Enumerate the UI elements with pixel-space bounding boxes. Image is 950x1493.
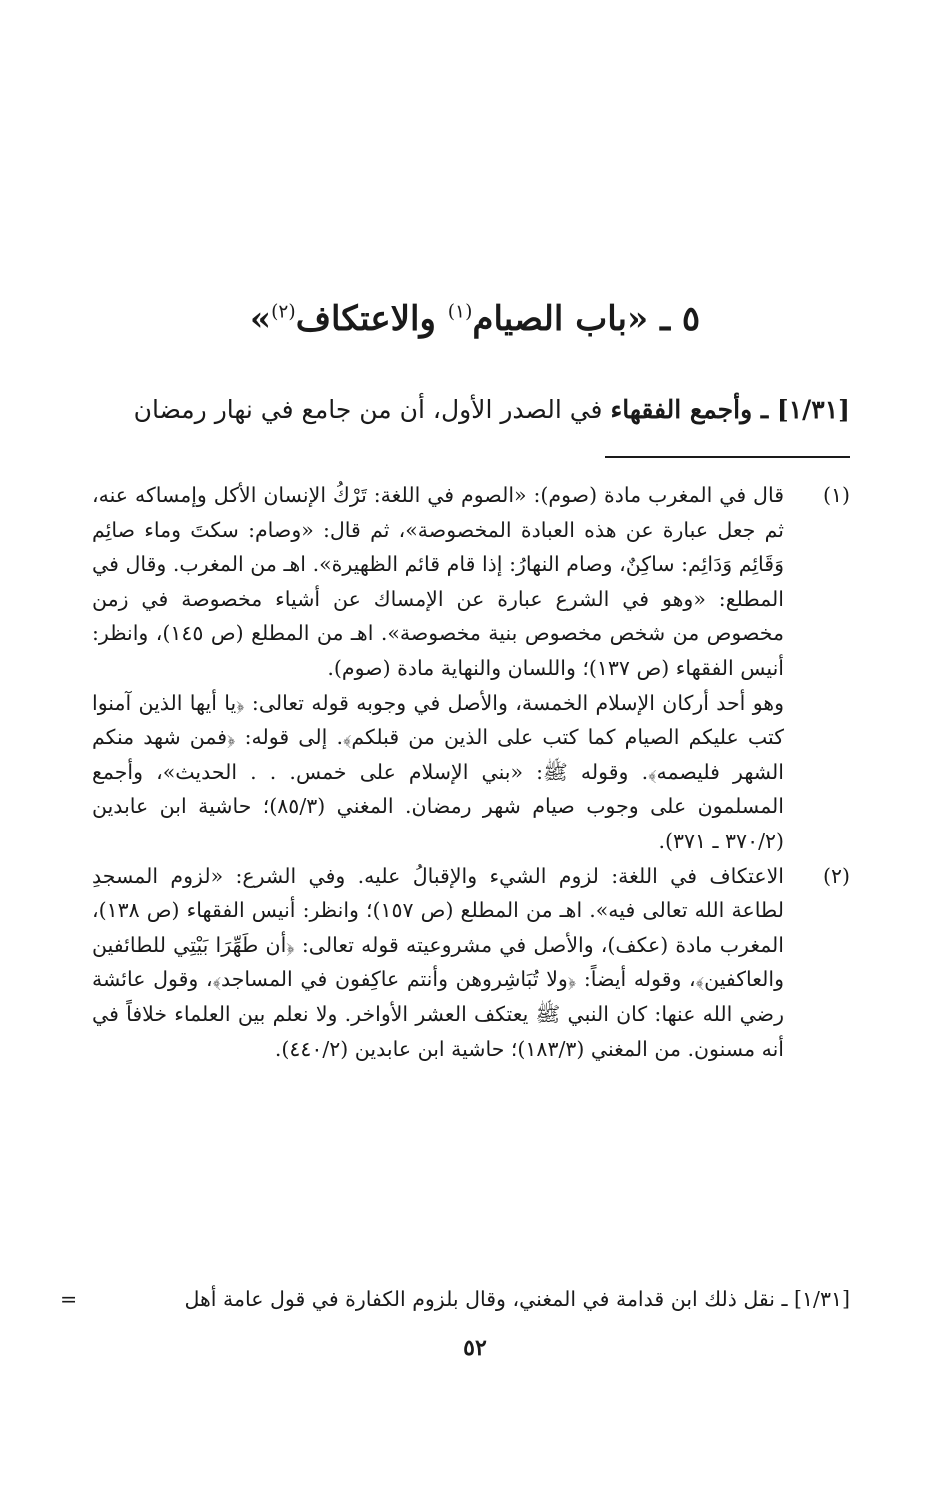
footnote-number: (١) bbox=[822, 483, 850, 507]
chapter-title-text: ٥ ـ «باب الصيام bbox=[472, 298, 701, 339]
paragraph-number: [١/٣١] bbox=[776, 395, 850, 424]
page-number: ٥٢ bbox=[463, 1335, 487, 1361]
chapter-title-close: » bbox=[249, 298, 272, 339]
footnote-number: (٢) bbox=[822, 863, 850, 888]
footnotes-section bbox=[92, 478, 850, 1066]
continuation-mark: = bbox=[60, 1286, 78, 1311]
footnote-ref-2[interactable]: (٢) bbox=[271, 301, 296, 323]
main-paragraph bbox=[92, 385, 850, 435]
footnote-paragraph: قال في المغرب مادة (صوم): «الصوم في اللغة: تَرْكُ الإنسان الأكل وإمساكه عنه، ثم جعل عبارة عن هذه العبادة المخصوصة»، ثم قال: «وصام: سكتَ وماء صائِم وَقَائِم وَدَائِم: ساكِنٌ، وصام النهارُ: إذا قام قائم الظهيرة». اهـ من المغرب. وقال في المطلع: «وهو في الشرع عبارة عن الإمساك عن أشياء مخصوصة في زمن مخصوص من شخص مخصوص بنية مخصوصة». اهـ من المطلع (ص ١٤٥)، وانظر: أنيس الفقهاء (ص ١٣٧)؛ واللسان والنهاية مادة (صوم). bbox=[92, 483, 784, 680]
paragraph-text: ـ نقل ذلك ابن قدامة في المغني، وقال بلزوم الكفارة في قول عامة أهل bbox=[184, 1286, 795, 1311]
paragraph-number: [١/٣١] bbox=[794, 1286, 850, 1311]
chapter-title-text-2: والاعتكاف bbox=[295, 298, 448, 339]
footnote-paragraph: الاعتكاف في اللغة: لزوم الشيء والإقبالُ عليه. وفي الشرع: «لزوم المسجدِ لطاعة الله تعالى فيه». اهـ من المطلع (ص ١٥٧)؛ وانظر: أنيس الفقهاء (ص ١٣٨)، المغرب مادة (عكف)، والأصل في مشروعيته قوله تعالى: ﴿أن طَهِّرَا بَيْتِي للطائفين والعاكفين﴾، وقوله أيضاً: ﴿ولا تُبَاشِروهن وأنتم عاكِفون في المساجد﴾، وقول عائشة رضي الله عنها: كان النبي ﷺ يعتكف العشر الأواخر. ولا نعلم بين العلماء خلافاً في أنه مسنون. من المغني (١٨٣/٣)؛ حاشية ابن عابدين (٤٤٠/٢). bbox=[92, 863, 784, 1061]
paragraph-text: في الصدر الأول، أن من جامع في نهار رمضان bbox=[133, 395, 611, 424]
footnote-separator bbox=[605, 456, 850, 458]
bottom-paragraph bbox=[60, 1279, 850, 1319]
footnote-ref-1[interactable]: (١) bbox=[447, 301, 473, 323]
paragraph-lead: ـ وأجمع الفقهاء bbox=[610, 395, 777, 424]
footnote-1 bbox=[92, 478, 850, 859]
footnote-paragraph: وهو أحد أركان الإسلام الخمسة، والأصل في وجوبه قوله تعالى: ﴿يا أيها الذين آمنوا كتب عليكم الصيام كما كتب على الذين من قبلكم﴾. إلى قوله: ﴿فمن شهد منكم الشهر فليصمه﴾. وقوله ﷺ: «بني الإسلام على خمس. . . الحديث»، وأجمع المسلمون على وجوب صيام شهر رمضان. المغني (٨٥/٣)؛ حاشية ابن عابدين (٣٧٠/٢ ـ ٣٧١). bbox=[92, 690, 784, 853]
footnote-2 bbox=[92, 859, 850, 1067]
chapter-title bbox=[120, 289, 830, 349]
